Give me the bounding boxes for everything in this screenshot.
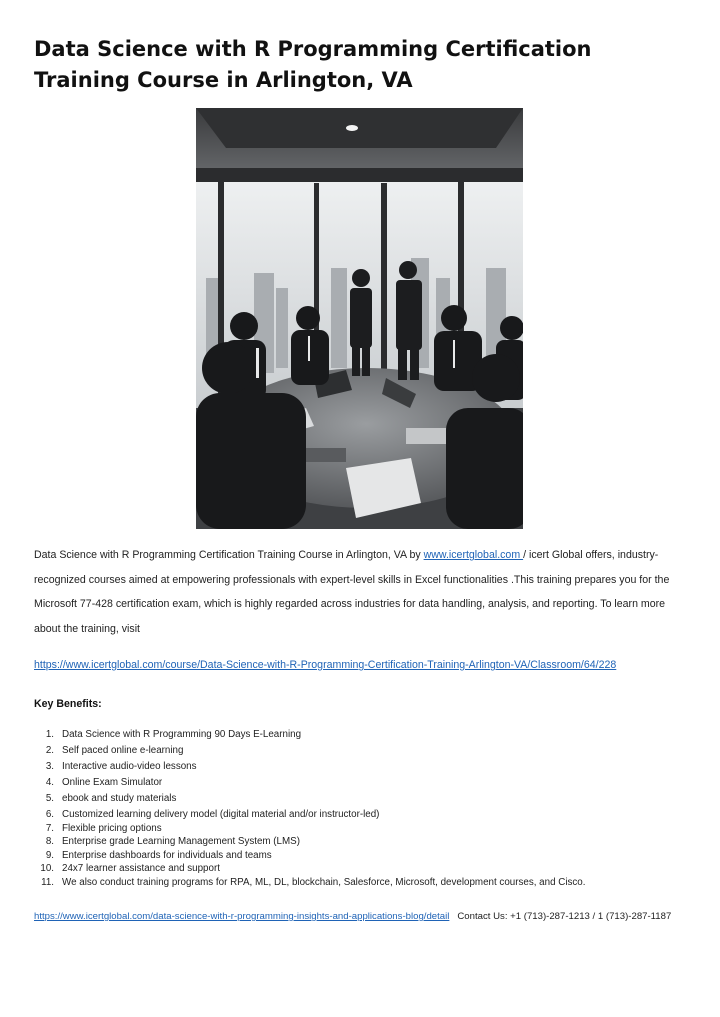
benefits-list xyxy=(34,728,694,889)
list-item-number: 10. xyxy=(40,863,54,875)
list-item xyxy=(34,728,694,742)
list-item-text: Interactive audio-video lessons xyxy=(62,761,197,773)
list-item-text: We also conduct training programs for RPA, ML, DL, blockchain, Salesforce, Microsoft, development courses, and Cisco. xyxy=(62,876,586,888)
list-item xyxy=(34,876,694,890)
list-item xyxy=(34,835,694,849)
list-item xyxy=(34,822,694,836)
list-item-number: 11. xyxy=(41,876,54,888)
list-item-number: 8. xyxy=(45,836,54,848)
intro-paragraph xyxy=(34,543,686,641)
site-link[interactable]: www.icertglobal.com xyxy=(423,549,524,561)
list-item-number: 4. xyxy=(45,777,54,789)
intro-text-after: / icert Global offers, industry-recognized courses aimed at empowering professionals with expert-level skills in Excel functionalities .This training prepares you for the Microsoft 77-428 certification exam, which is highly regarded across industries for data handling, analysis, and reporting. To learn more about the training, visit xyxy=(34,549,670,635)
list-item-number: 9. xyxy=(45,849,54,861)
list-item-text: Enterprise dashboards for individuals and teams xyxy=(62,849,272,861)
meeting-photo xyxy=(196,108,523,529)
meeting-illustration xyxy=(196,108,523,529)
list-item xyxy=(34,744,694,758)
list-item-text: Data Science with R Programming 90 Days E-Learning xyxy=(62,729,302,740)
list-item xyxy=(34,760,694,774)
list-item-number: 3. xyxy=(45,761,54,773)
list-item xyxy=(34,776,694,790)
course-url-line xyxy=(34,657,694,673)
course-url-link[interactable]: https://www.icertglobal.com/course/Data-Science-with-R-Programming-Certification-Training-Arlington-VA/Classroom/64/228 xyxy=(34,659,617,671)
list-item-text: Self paced online e-learning xyxy=(62,745,184,757)
list-item-number: 7. xyxy=(45,822,54,834)
blog-link[interactable]: https://www.icertglobal.com/data-science-with-r-programming-insights-and-applications-blog/detail xyxy=(34,911,450,922)
footer-contact xyxy=(34,906,694,927)
list-item xyxy=(34,849,694,863)
list-item-number: 6. xyxy=(45,809,54,821)
list-item-number: 2. xyxy=(45,745,54,757)
list-item-text: Flexible pricing options xyxy=(62,822,162,834)
list-item-number: 5. xyxy=(45,793,54,805)
list-item xyxy=(34,862,694,876)
page-title: Data Science with R Programming Certification Training Course in Arlington, VA xyxy=(34,37,592,92)
contact-text: Contact Us: +1 (713)-287-1213 / 1 (713)-287-1187 xyxy=(449,911,672,922)
list-item-text: Online Exam Simulator xyxy=(62,777,163,789)
list-item-text: Customized learning delivery model (digital material and/or instructor-led) xyxy=(62,809,380,821)
intro-text-before: Data Science with R Programming Certification Training Course in Arlington, VA by xyxy=(34,549,424,561)
key-benefits-heading: Key Benefits: xyxy=(34,698,102,710)
list-item-text: Enterprise grade Learning Management System (LMS) xyxy=(62,836,300,848)
list-item xyxy=(34,792,694,806)
list-item-text: 24x7 learner assistance and support xyxy=(62,863,220,875)
list-item-number: 1. xyxy=(45,729,54,740)
list-item-text: ebook and study materials xyxy=(62,793,177,805)
list-item xyxy=(34,808,694,822)
